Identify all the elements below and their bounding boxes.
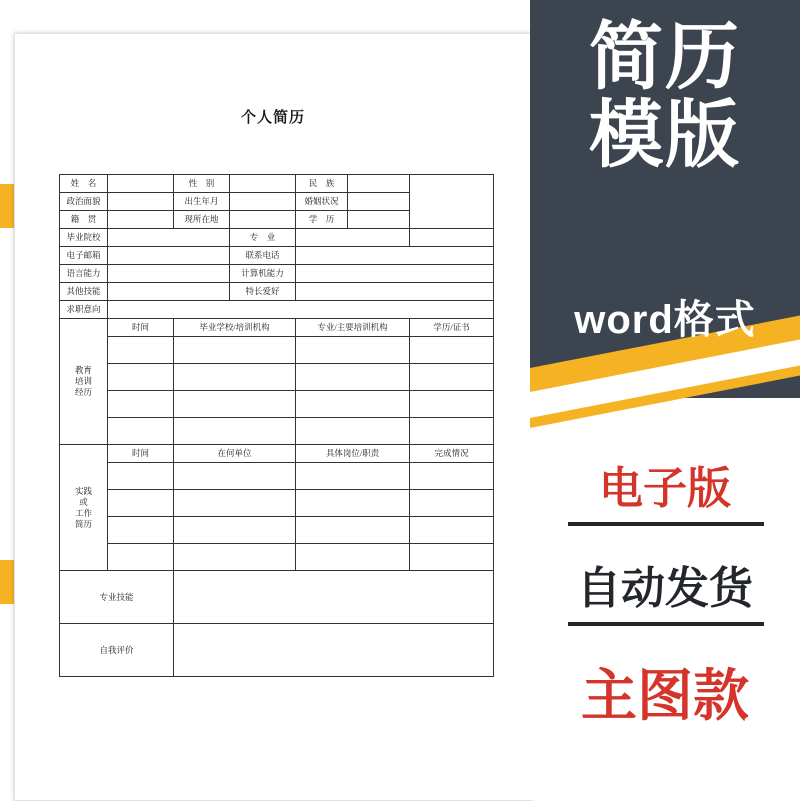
field-label-birthdate: 出生年月 xyxy=(174,193,230,211)
field-input-major[interactable] xyxy=(296,229,410,247)
section-label-professional-skills: 专业技能 xyxy=(60,571,174,624)
field-input-education-level[interactable] xyxy=(348,211,410,229)
table-row-experience-header xyxy=(60,445,494,463)
experience-cell-role[interactable] xyxy=(296,463,410,490)
education-row xyxy=(60,337,494,364)
field-label-marital-status: 婚姻状况 xyxy=(296,193,348,211)
table-row xyxy=(60,247,494,265)
experience-cell-time[interactable] xyxy=(108,544,174,571)
promo-title xyxy=(530,15,800,176)
experience-cell-role[interactable] xyxy=(296,517,410,544)
field-label-name: 姓 名 xyxy=(60,175,108,193)
education-cell-time[interactable] xyxy=(108,418,174,445)
field-input-ethnicity[interactable] xyxy=(348,175,410,193)
field-label-email: 电子邮箱 xyxy=(60,247,108,265)
table-row xyxy=(60,175,494,193)
promo-panel xyxy=(530,0,800,800)
field-input-language-skill[interactable] xyxy=(108,265,230,283)
education-cell-certificate[interactable] xyxy=(410,364,494,391)
education-cell-school[interactable] xyxy=(174,418,296,445)
experience-cell-role[interactable] xyxy=(296,490,410,517)
experience-header-company: 在何单位 xyxy=(174,445,296,463)
section-label-self-evaluation: 自我评价 xyxy=(60,624,174,677)
resume-table xyxy=(59,174,494,677)
education-cell-major[interactable] xyxy=(296,364,410,391)
education-header-school: 毕业学校/培训机构 xyxy=(174,319,296,337)
field-label-hometown: 籍 贯 xyxy=(60,211,108,229)
table-row xyxy=(60,229,494,247)
experience-header-role: 具体岗位/职责 xyxy=(296,445,410,463)
field-input-job-objective[interactable] xyxy=(108,301,494,319)
field-label-computer-skill: 计算机能力 xyxy=(230,265,296,283)
promo-divider-1 xyxy=(568,522,764,526)
field-label-ethnicity: 民 族 xyxy=(296,175,348,193)
education-cell-time[interactable] xyxy=(108,337,174,364)
education-cell-certificate[interactable] xyxy=(410,337,494,364)
section-input-self-evaluation[interactable] xyxy=(174,624,494,677)
experience-cell-result[interactable] xyxy=(410,463,494,490)
field-input-current-location[interactable] xyxy=(230,211,296,229)
field-input-other-skill[interactable] xyxy=(108,283,230,301)
field-label-education-level: 学 历 xyxy=(296,211,348,229)
education-row xyxy=(60,364,494,391)
table-row-education-header xyxy=(60,319,494,337)
education-cell-certificate[interactable] xyxy=(410,418,494,445)
education-header-time: 时间 xyxy=(108,319,174,337)
education-row xyxy=(60,391,494,418)
field-input-computer-skill[interactable] xyxy=(296,265,494,283)
field-input-name[interactable] xyxy=(108,175,174,193)
education-cell-school[interactable] xyxy=(174,364,296,391)
experience-cell-role[interactable] xyxy=(296,544,410,571)
field-label-phone: 联系电话 xyxy=(230,247,296,265)
table-row xyxy=(60,301,494,319)
education-cell-school[interactable] xyxy=(174,337,296,364)
promo-badge-main-image: 主图款 xyxy=(581,664,749,727)
experience-cell-company[interactable] xyxy=(174,490,296,517)
photo-placeholder[interactable] xyxy=(410,175,494,229)
field-label-hobby: 特长爱好 xyxy=(230,283,296,301)
section-label-education: 教育 培训 经历 xyxy=(60,319,108,445)
experience-row xyxy=(60,463,494,490)
field-label-current-location: 现所在地 xyxy=(174,211,230,229)
experience-row xyxy=(60,517,494,544)
education-cell-certificate[interactable] xyxy=(410,391,494,418)
experience-cell-result[interactable] xyxy=(410,517,494,544)
promo-divider-2 xyxy=(568,622,764,626)
field-label-gender: 性 别 xyxy=(174,175,230,193)
education-cell-major[interactable] xyxy=(296,337,410,364)
field-label-political-status: 政治面貌 xyxy=(60,193,108,211)
education-cell-time[interactable] xyxy=(108,364,174,391)
experience-cell-time[interactable] xyxy=(108,517,174,544)
promo-badge-auto-delivery: 自动发货 xyxy=(577,564,753,613)
experience-header-result: 完成情况 xyxy=(410,445,494,463)
field-label-other-skill: 其他技能 xyxy=(60,283,108,301)
field-label-job-objective: 求职意向 xyxy=(60,301,108,319)
field-input-marital-status[interactable] xyxy=(348,193,410,211)
education-header-certificate: 学历/证书 xyxy=(410,319,494,337)
section-row-self-evaluation xyxy=(60,624,494,677)
field-input-gender[interactable] xyxy=(230,175,296,193)
section-input-professional-skills[interactable] xyxy=(174,571,494,624)
experience-cell-time[interactable] xyxy=(108,490,174,517)
field-label-major: 专 业 xyxy=(230,229,296,247)
field-input-hobby[interactable] xyxy=(296,283,494,301)
field-input-political-status[interactable] xyxy=(108,193,174,211)
table-row xyxy=(60,265,494,283)
promo-title-line1: 简历 xyxy=(589,15,741,98)
section-row-professional-skills xyxy=(60,571,494,624)
education-cell-time[interactable] xyxy=(108,391,174,418)
experience-header-time: 时间 xyxy=(108,445,174,463)
experience-cell-result[interactable] xyxy=(410,544,494,571)
education-cell-major[interactable] xyxy=(296,391,410,418)
education-header-major: 专业/主要培训机构 xyxy=(296,319,410,337)
experience-row xyxy=(60,490,494,517)
education-cell-school[interactable] xyxy=(174,391,296,418)
experience-cell-result[interactable] xyxy=(410,490,494,517)
experience-cell-company[interactable] xyxy=(174,463,296,490)
field-input-hometown[interactable] xyxy=(108,211,174,229)
experience-cell-company[interactable] xyxy=(174,544,296,571)
table-row xyxy=(60,283,494,301)
education-cell-major[interactable] xyxy=(296,418,410,445)
field-input-birthdate[interactable] xyxy=(230,193,296,211)
page-title: 个人简历 xyxy=(240,110,305,126)
education-row xyxy=(60,418,494,445)
field-input-school[interactable] xyxy=(108,229,230,247)
field-input-email[interactable] xyxy=(108,247,230,265)
promo-subtitle: word格式 xyxy=(574,298,756,342)
section-label-experience: 实践 或 工作 简历 xyxy=(60,445,108,571)
experience-cell-company[interactable] xyxy=(174,517,296,544)
cell-spacer xyxy=(410,229,494,247)
experience-cell-time[interactable] xyxy=(108,463,174,490)
resume-paper xyxy=(14,33,532,801)
promo-title-line2: 模版 xyxy=(589,93,741,176)
field-label-language-skill: 语言能力 xyxy=(60,265,108,283)
experience-row xyxy=(60,544,494,571)
promo-badge-digital: 电子版 xyxy=(599,464,731,513)
field-label-school: 毕业院校 xyxy=(60,229,108,247)
field-input-phone[interactable] xyxy=(296,247,494,265)
